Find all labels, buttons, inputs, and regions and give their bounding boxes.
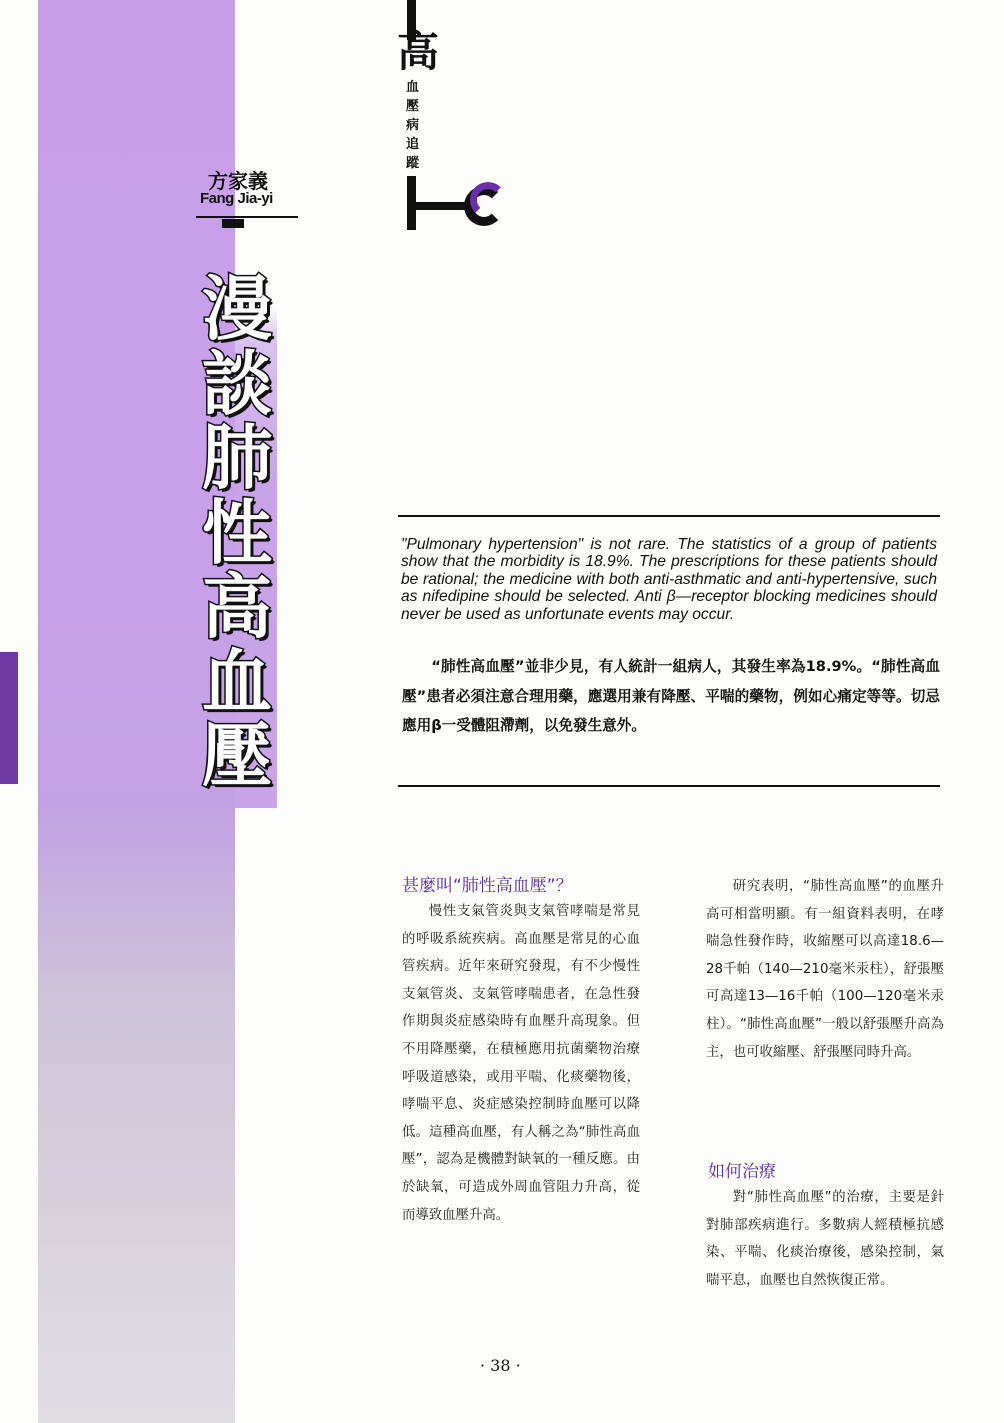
article-title: 漫談肺性高血壓 (202, 268, 272, 797)
section-heading-treatment: 如何治療 (708, 1162, 776, 1182)
section-body-continued: 研究表明，“肺性高血壓”的血壓升高可相當明顯。有一組資料表明，在哮喘急性發作時，收縮壓可以高達18.6—28千帕（140—210毫米汞柱），舒張壓可高達13—16千帕（100—120毫米汞柱）。“肺性高血壓”一般以舒張壓升高為主，也可收縮壓、舒張壓同時升高。 (706, 879, 944, 1060)
author-rule (196, 216, 298, 218)
logo-ring-accent-icon (470, 182, 506, 218)
logo-horizontal-bar (407, 202, 469, 210)
band-fade (38, 808, 235, 1423)
abstract-english: "Pulmonary hypertension" is not rare. The statistics of a group of patients show that the morbidity is 18.9%. The prescriptions for these patients should be rational; the medicine with both anti-asthmatic and anti-hypertensive, such as nifedipine should be selected. Anti β—receptor blocking medicines should never be used as unfortunate events may occur. (401, 536, 937, 623)
section-body-definition: 慢性支氣管炎與支氣管哮喘是常見的呼吸系統疾病。高血壓是常見的心血管疾病。近年來研究發現，有不少慢性支氣管炎、支氣管哮喘患者，在急性發作期與炎症感染時有血壓升高現象。但不用降壓藥，在積極應用抗菌藥物治療呼吸道感染，或用平喘、化痰藥物後，哮喘平息、炎症感染控制時血壓可以降低。這種高血壓，有人稱之為“肺性高血壓”，認為是機體對缺氧的一種反應。由於缺氧，可造成外周血管阻力升高，從而導致血壓升高。 (402, 904, 640, 1223)
author-block-mark (222, 219, 244, 228)
section-heading-definition: 甚麼叫“肺性高血壓”？ (402, 876, 573, 896)
abstract-rule-top (398, 515, 940, 517)
author-name-chinese: 方家義 (208, 169, 268, 193)
section-body-treatment: 對“肺性高血壓”的治療，主要是針對肺部疾病進行。多數病人經積極抗感染、平喘、化痰治療後，感染控制，氣喘平息，血壓也自然恢復正常。 (706, 1190, 944, 1288)
page-number: · 38 · (480, 1356, 521, 1375)
abstract-chinese: “肺性高血壓”並非少見，有人統計一組病人，其發生率為18.9%。“肺性高血壓”患者必須注意合理用藥，應選用兼有降壓、平喘的藥物，例如心痛定等等。切忌應用β一受體阻滯劑，以免發生意外。 (402, 658, 940, 734)
author-name-english: Fang Jia-yi (200, 190, 273, 207)
edge-tab-bar (0, 652, 18, 784)
column-mark: 高 (397, 27, 440, 76)
column-series-label: 血壓病追蹤 (406, 80, 420, 171)
abstract-rule-bottom (398, 785, 940, 787)
